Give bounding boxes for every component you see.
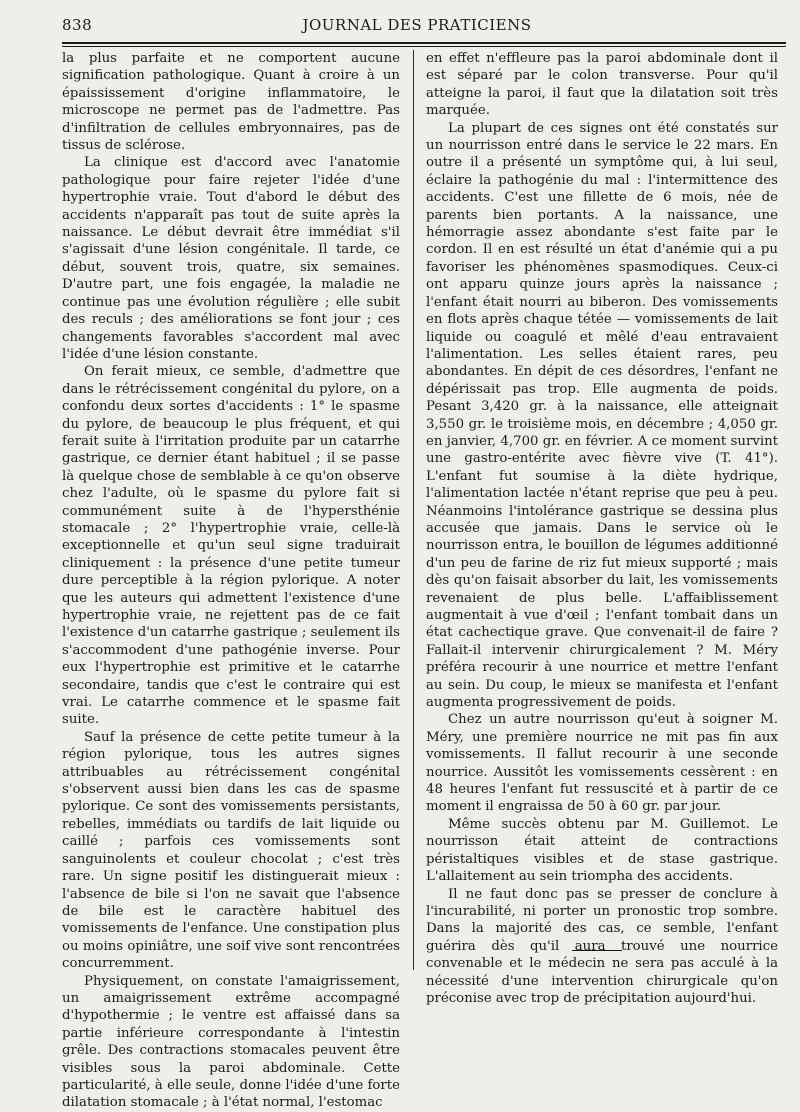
paragraph: La clinique est d'accord avec l'anatomie pathologique pour faire rejeter l'idée d'une hypertrophie vraie. Tout d'abord le début des accidents n'apparaît pas tout de suite après la naissance. Le début devrait être immédiat s'il s'agissait d'une lésion congénitale. Il tarde, ce début, souvent trois, quatre, six semaines. D'autre part, une fois engagée, la maladie ne continue pas une évolution régulière ; elle subit des reculs ; des améliorations se font jour ; ces changements favorables s'accordent mal avec l'idée d'une lésion constante. (62, 155, 400, 362)
paragraph: en effet n'effleure pas la paroi abdominale dont il est séparé par le colon transverse. Pour qu'il atteigne la paroi, il faut que la dilatation soit très marquée. (426, 51, 778, 119)
paragraph: Physiquement, on constate l'amaigrissement, un amaigrissement extrême accompagné d'hypothermie ; le ventre est affaissé dans sa partie inférieure correspondante à l'intestin grêle. Des contractions stomacales peuvent être visibles sous la paroi abdominale. Cette particularité, à elle seule, donne l'idée d'une forte dilatation stomacale ; à l'état normal, l'estomac (62, 973, 400, 1111)
paragraph: Chez un autre nourrisson qu'eut à soigner M. Méry, une première nourrice ne mit pas fin aux vomissements. Il fallut recourir à une seconde nourrice. Aussitôt les vomissements cessèrent : en 48 heures l'enfant fut ressuscité et à partir de ce moment il engraissa de 50 à 60 gr. par jour. (426, 712, 778, 815)
paragraph: La plupart de ces signes ont été constatés sur un nourrisson entré dans le service le 22 mars. En outre il a présenté un symptôme qui, à lui seul, éclaire la pathogénie du mal : l'intermittence des accidents. C'est une fillette de 6 mois, née de parents bien portants. A la naissance, une hémorragie assez abondante s'est faite par le cordon. Il en est résulté un état d'anémie qui a pu favoriser les phénomènes spasmodiques. Ceux-ci ont apparu quinze jours après la naissance ; l'enfant était nourri au biberon. Des vomissements en flots après chaque tétée — vomissements de lait liquide ou coagulé et mêlé d'eau entravaient l'alimentation. Les selles étaient rares, peu abondantes. En dépit de ces désordres, l'enfant ne dépérissait pas trop. Elle augmenta de poids. Pesant 3,420 gr. à la naissance, elle atteignait 3,550 gr. le troisième mois, en décembre ; 4,050 gr. en janvier, 4,700 gr. en février. A ce moment survint une gastro-entérite avec fièvre vive (T. 41°). L'enfant fut soumise à la diète hydrique, l'alimentation lactée n'étant reprise que peu à peu. Néanmoins l'intolérance gastrique se dessina plus accusée que jamais. Dans le service où le nourrisson entra, le bouillon de légumes additionné d'un peu de farine de riz fut mieux supporté ; mais dès qu'on faisait absorber du lait, les vomissements revenaient de plus belle. L'affaiblissement augmentait à vue d'œil ; l'enfant tombait dans un état cachectique grave. Que convenait-il de faire ? Fallait-il intervenir chirurgicalement ? M. Méry préféra recourir à une nourrice et mettre l'enfant au sein. Du coup, le mieux se manifesta et l'enfant augmenta progressivement de poids. (426, 120, 778, 711)
left-column (62, 50, 400, 1112)
paragraph: Il ne faut donc pas se presser de conclure à l'incurabilité, ni porter un pronostic trop sombre. Dans la majorité des cas, ce semble, l'enfant guérira dès qu'il aura trouvé une nourrice convenable et le médecin ne sera pas acculé à la nécessité d'une intervention chirurgicale qu'on préconise avec trop de précipitation aujourd'hui. (426, 886, 778, 1006)
paragraph: la plus parfaite et ne comportent aucune signification pathologique. Quant à croire à un épaississement d'origine inflammatoire, le microscope ne permet pas de l'admettre. Pas d'infiltration de cellules embryonnaires, pas de tissus de sclérose. (62, 51, 400, 154)
paragraph: Même succès obtenu par M. Guillemot. Le nourrisson était atteint de contractions péristaltiques visibles et de stase gastrique. L'allaitement au sein triompha des accidents. (426, 816, 778, 885)
column-divider (413, 50, 414, 970)
paragraph: Sauf la présence de cette petite tumeur à la région pylorique, tous les autres signes attribuables au rétrécissement congénital s'observent aussi bien dans les cas de spasme pylorique. Ce sont des vomissements persistants, rebelles, immédiats ou tardifs de lait liquide ou caillé ; parfois ces vomissements sont sanguinolents et couleur chocolat ; c'est très rare. Un signe positif les distinguerait mieux : l'absence de bile si l'on ne savait que l'absence de bile est le caractère habituel des vomissements de l'enfance. Une constipation plus ou moins opiniâtre, une soif vive sont rencontrées concurremment. (62, 729, 400, 972)
paragraph: On ferait mieux, ce semble, d'admettre que dans le rétrécissement congénital du pylore, on a confondu deux sortes d'accidents : 1° le spasme du pylore, de beaucoup le plus fréquent, et qui ferait suite à l'irritation produite par un catarrhe gastrique, ce dernier étant habituel ; il se passe là quelque chose de semblable à ce qu'on observe chez l'adulte, où le spasme du pylore fait si communément suite à de l'hypersthénie stomacale ; 2° l'hypertrophie vraie, celle-là exceptionnelle et qu'un seul signe traduirait cliniquement : la présence d'une petite tumeur dure perceptible à la région pylorique. A noter que les auteurs qui admettent l'existence d'une hypertrophie vraie, ne rejettent pas de ce fait l'existence d'un catarrhe gastrique ; seulement ils s'accommodent d'une pathogénie inverse. Pour eux l'hypertrophie est primitive et le catarrhe secondaire, tandis que c'est le contraire qui est vrai. Le catarrhe commence et le spasme fait suite. (62, 364, 400, 728)
header-rule (62, 42, 786, 44)
header-rule-thin (62, 46, 786, 47)
end-rule (572, 950, 622, 951)
page-number: 838 (62, 16, 93, 34)
journal-title: JOURNAL DES PRATICIENS (302, 16, 532, 34)
right-column (426, 50, 778, 1007)
page-header (62, 16, 772, 38)
